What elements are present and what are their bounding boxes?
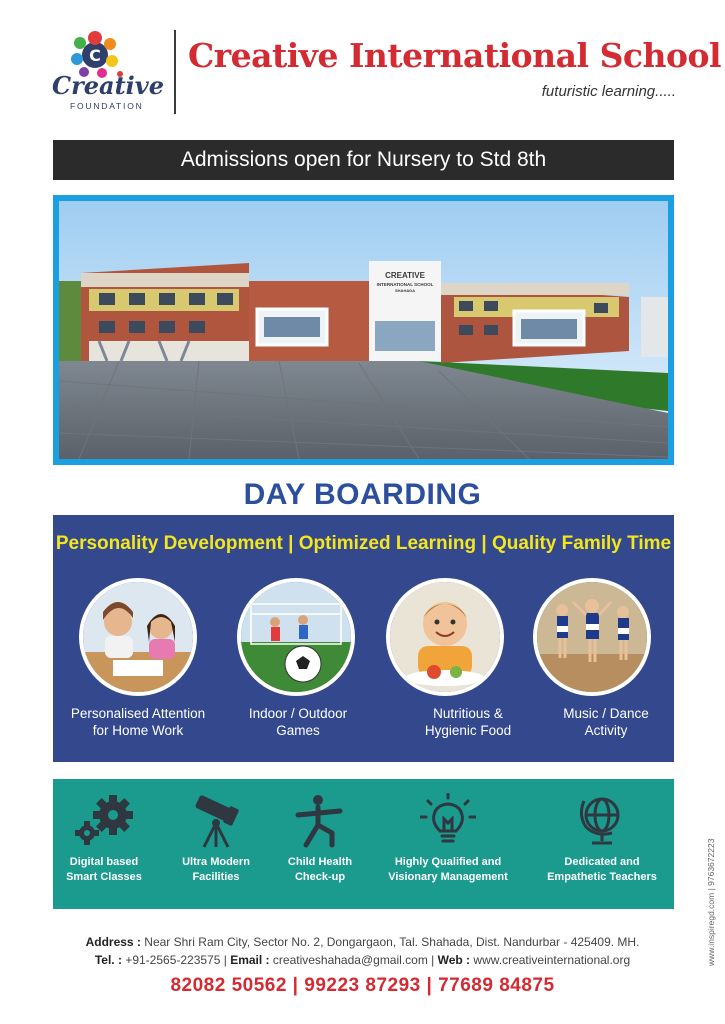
logo-wordmark: Creative (52, 71, 164, 100)
building-sign-line2: INTERNATIONAL SCHOOL (376, 282, 434, 287)
header-divider (174, 30, 176, 114)
homework-photo (79, 578, 197, 696)
activity-caption-games: Indoor / Outdoor Games (248, 706, 348, 738)
gears-icon (71, 793, 137, 849)
facility-health-checkup: Child Health Check-up (275, 793, 365, 885)
contact-line: Tel. : +91-2565-223575 | Email : creativeshahada@gmail.com | Web : www.creativeinternational.org (94, 953, 631, 967)
school-tagline: futuristic learning..... (541, 83, 676, 100)
creative-foundation-logo (52, 30, 164, 115)
facility-smart-classes: Digital based Smart Classes (59, 793, 149, 885)
email-link[interactable]: creativeshahada@gmail.com | (269, 953, 438, 967)
school-building-photo (53, 195, 674, 465)
facility-modern-facilities: Ultra Modern Facilities (171, 793, 261, 885)
day-boarding-features: Personality Development | Optimized Learning | Quality Family Time (55, 533, 672, 554)
activity-caption-dance: Music / Dance Activity (563, 706, 649, 738)
building-sign-line3: SHAHADA (395, 288, 415, 293)
day-boarding-title: DAY BOARDING (243, 478, 482, 511)
activity-caption-homework: Personalised Attention for Home Work (70, 706, 206, 738)
globe-icon (574, 793, 630, 849)
facility-management: Highly Qualified and Visionary Management (383, 793, 513, 885)
lightbulb-icon (420, 793, 476, 849)
telescope-icon (188, 793, 244, 849)
day-boarding-panel (53, 515, 674, 762)
yoga-icon (292, 793, 348, 849)
address-line: Address : Near Shri Ram City, Sector No. 2, Dongargaon, Tal. Shahada, Dist. Nandurbar - 425409. MH. (85, 935, 640, 949)
contact-block (0, 933, 725, 969)
designer-credit: www.inspiregd.com | 9763672223 (706, 838, 716, 966)
building-sign-line1: CREATIVE (385, 271, 425, 280)
phone-numbers: 82082 50562 | 99223 87293 | 77689 84875 (170, 975, 555, 996)
dance-photo (533, 578, 651, 696)
website-link[interactable]: www.creativeinternational.org (470, 953, 631, 967)
activity-caption-food: Nutritious & Hygienic Food (424, 706, 512, 738)
facilities-panel (53, 779, 674, 909)
food-photo (386, 578, 504, 696)
school-name: Creative International School (188, 36, 722, 75)
facility-teachers: Dedicated and Empathetic Teachers (537, 793, 667, 885)
logo-subtitle: FOUNDATION (70, 101, 144, 111)
logo-letter: C (89, 46, 101, 65)
admissions-banner: Admissions open for Nursery to Std 8th (53, 140, 674, 180)
football-photo (237, 578, 355, 696)
